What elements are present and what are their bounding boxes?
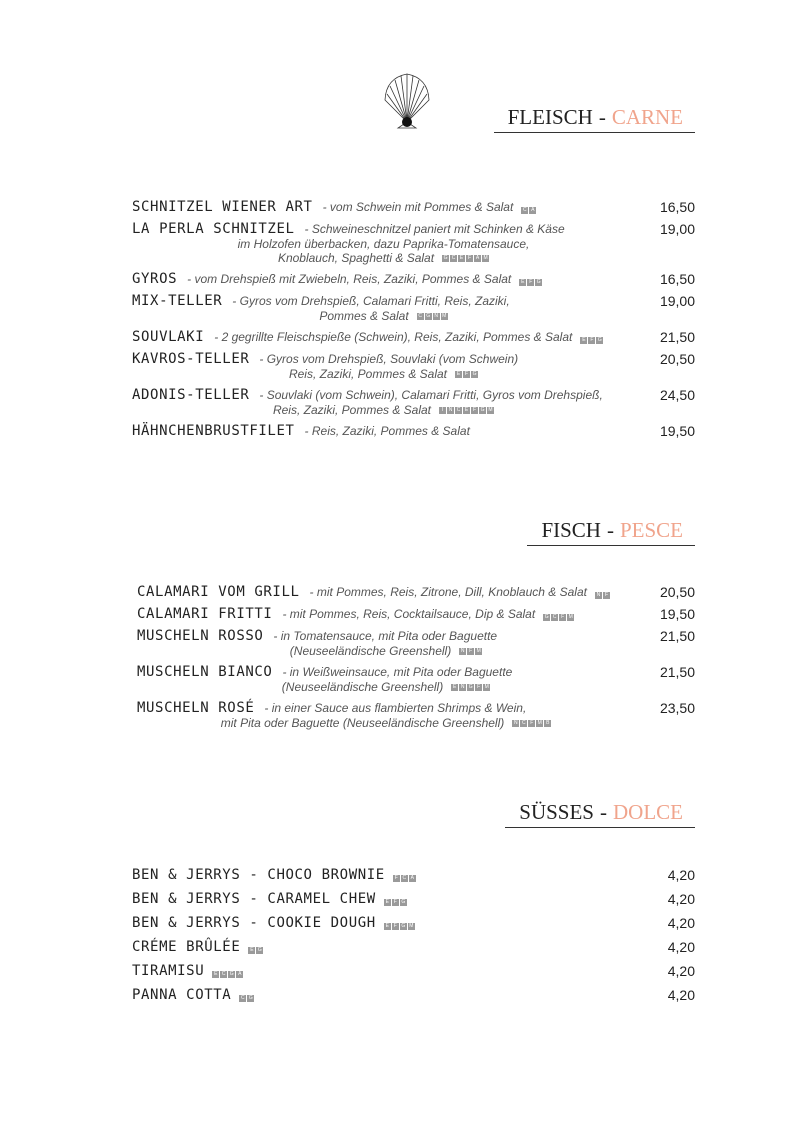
menu-item-row: [132, 867, 695, 883]
dolce-menu-list: [132, 867, 695, 1011]
allergen-code-badge: E: [385, 923, 389, 929]
dish-description-continued-2: Knoblauch, Spaghetti & Salat: [277, 251, 435, 265]
allergen-codes: [519, 279, 542, 286]
dish-description: - vom Schwein mit Pommes & Salat: [322, 200, 514, 214]
allergen-code-badge: C: [402, 875, 407, 881]
allergen-code-badge: C: [418, 313, 422, 320]
allergen-code-badge: N: [448, 407, 453, 414]
dish-name: MUSCHELN BIANCO: [137, 664, 273, 680]
dish-description-continued-text: Pommes & Salat: [319, 309, 409, 323]
dish-name: ADONIS-TELLER: [132, 387, 250, 403]
allergen-code-badge: F: [464, 371, 469, 378]
menu-item: [137, 606, 695, 622]
menu-item-row: [137, 628, 695, 644]
dish-name: CALAMARI VOM GRILL: [137, 584, 300, 600]
dish-description-continued: [137, 680, 695, 694]
dish-description: - vom Drehspieß mit Zwiebeln, Reis, Zaziki, Pommes & Salat: [187, 272, 512, 286]
dish-name: BEN & JERRYS - CHOCO BROWNIE: [132, 867, 385, 883]
title-de: SÜSSES: [519, 800, 594, 824]
allergen-code-badge: M: [442, 313, 447, 320]
allergen-code-badge: N: [596, 592, 601, 598]
allergen-code-badge: N: [513, 720, 518, 727]
menu-item-row: [137, 606, 695, 622]
dish-price: 24,50: [659, 387, 695, 403]
allergen-code-badge: F: [529, 279, 533, 285]
dish-description: - Gyros vom Drehspieß, Souvlaki (vom Schwein): [259, 352, 519, 366]
allergen-code-badge: F: [468, 255, 472, 262]
allergen-codes: [384, 899, 407, 906]
menu-item: [137, 628, 695, 658]
dish-price: 19,50: [659, 606, 695, 622]
allergen-codes: [512, 720, 551, 727]
allergen-code-badge: G: [401, 923, 406, 929]
allergen-code-badge: E: [250, 947, 254, 953]
title-it: PESCE: [619, 518, 683, 542]
dish-price: 19,00: [659, 221, 695, 237]
allergen-code-badge: E: [464, 407, 469, 414]
allergen-code-badge: F: [469, 648, 473, 655]
menu-item-row: [132, 351, 695, 367]
menu-item-row: [132, 423, 695, 439]
dish-description: - Schweineschnitzel paniert mit Schinken & Käse: [304, 222, 565, 236]
allergen-code-badge: G: [248, 995, 253, 1001]
dish-description-continued: im Holzofen überbacken, dazu Paprika-Tomatensauce,: [237, 237, 530, 251]
menu-item: [132, 351, 695, 381]
dish-price: 21,50: [659, 664, 695, 680]
menu-item-row: [132, 939, 695, 955]
allergen-code-badge: A: [410, 875, 414, 881]
title-separator: -: [606, 518, 614, 542]
allergen-code-badge: E: [521, 279, 525, 285]
allergen-code-badge: G: [480, 407, 485, 414]
dish-price: 20,50: [659, 351, 695, 367]
dish-description-continued: [137, 644, 695, 658]
menu-item: [132, 271, 695, 287]
allergen-code-badge: G: [544, 614, 549, 620]
allergen-code-badge: C: [552, 614, 557, 620]
dish-description-continued-text: mit Pita oder Baguette (Neuseeländische Greenshell): [220, 716, 505, 730]
allergen-code-badge: G: [401, 899, 406, 905]
menu-item: [132, 867, 695, 886]
menu-item-row: [132, 293, 695, 309]
menu-item-row: [132, 271, 695, 287]
allergen-code-badge: E: [453, 684, 457, 691]
menu-item: [137, 584, 695, 600]
dish-description-continued-text: Reis, Zaziki, Pommes & Salat: [272, 403, 432, 417]
dish-description-continued: [132, 403, 695, 417]
dish-price: 16,50: [659, 199, 695, 215]
allergen-code-badge: N: [460, 648, 465, 655]
dish-price: 4,20: [667, 867, 695, 883]
menu-item: [132, 329, 695, 345]
title-de: FLEISCH: [507, 105, 593, 129]
allergen-code-badge: M: [568, 614, 573, 620]
allergen-code-badge: F: [393, 923, 397, 929]
title-it: CARNE: [611, 105, 683, 129]
dish-name: TIRAMISU: [132, 963, 205, 979]
allergen-code-badge: G: [426, 313, 431, 320]
dish-description: - 2 gegrillte Fleischspieße (Schwein), Reis, Zaziki, Pommes & Salat: [214, 330, 573, 344]
title-separator: -: [598, 105, 606, 129]
section-title-fleisch: [494, 105, 695, 133]
dish-description-continued-text: (Neuseeländische Greenshell): [289, 644, 452, 658]
allergen-code-badge: E: [385, 899, 389, 905]
allergen-code-badge: A: [475, 255, 480, 262]
allergen-codes: [417, 313, 448, 320]
menu-item-row: [137, 584, 695, 600]
menu-item-row: [132, 915, 695, 931]
allergen-code-badge: M: [476, 648, 481, 655]
menu-item: [132, 987, 695, 1006]
dish-description-continued-line: [132, 251, 695, 265]
allergen-codes: [439, 407, 494, 414]
allergen-code-badge: G: [468, 684, 473, 691]
menu-item-row: [132, 963, 695, 979]
dish-price: 4,20: [667, 987, 695, 1003]
menu-item: [137, 700, 695, 730]
menu-item: [132, 221, 695, 265]
dish-name: SOUVLAKI: [132, 329, 205, 345]
allergen-codes: [595, 592, 610, 599]
dish-name: CRÉME BRÛLÉE: [132, 939, 241, 955]
allergen-code-badge: A: [531, 207, 535, 213]
dish-price: 4,20: [667, 939, 695, 955]
dish-name: CALAMARI FRITTI: [137, 606, 273, 622]
dish-description-continued: [132, 367, 695, 381]
menu-item-row: [132, 387, 695, 403]
dish-name: SCHNITZEL WIENER ART: [132, 199, 313, 215]
allergen-code-badge: C: [451, 255, 456, 262]
dish-description: - in einer Sauce aus flambierten Shrimps & Wein,: [264, 701, 527, 715]
dish-name: KAVROS-TELLER: [132, 351, 250, 367]
allergen-codes: [239, 995, 254, 1002]
allergen-codes: [580, 337, 603, 344]
dish-description: - Souvlaki (vom Schwein), Calamari Fritti, Gyros vom Drehspieß,: [259, 388, 603, 402]
allergen-code-badge: M: [484, 684, 489, 691]
allergen-code-badge: G: [536, 279, 541, 285]
dish-price: 4,20: [667, 915, 695, 931]
menu-item-row: [132, 329, 695, 345]
dish-price: 20,50: [659, 584, 695, 600]
dish-price: 21,50: [659, 329, 695, 345]
title-separator: -: [600, 800, 607, 824]
menu-item-row: [132, 221, 695, 237]
allergen-code-badge: N: [460, 684, 465, 691]
dish-price: 23,50: [659, 700, 695, 716]
allergen-code-badge: E: [459, 255, 464, 262]
dish-name: HÄHNCHENBRUSTFILET: [132, 423, 295, 439]
dish-price: 4,20: [667, 963, 695, 979]
dish-price: 4,20: [667, 891, 695, 907]
menu-item: [132, 915, 695, 934]
allergen-code-badge: C: [523, 207, 527, 213]
menu-item: [132, 199, 695, 215]
menu-item: [132, 423, 695, 439]
allergen-code-badge: F: [530, 720, 534, 727]
dish-name: LA PERLA SCHNITZEL: [132, 221, 295, 237]
dish-description-continued: [132, 309, 695, 323]
allergen-code-badge: F: [561, 614, 565, 620]
allergen-code-badge: E: [582, 337, 586, 343]
dish-description: - Reis, Zaziki, Pommes & Salat: [304, 424, 470, 438]
allergen-codes: [521, 207, 536, 214]
allergen-code-badge: B: [546, 720, 550, 727]
dish-description-continued-text: (Neuseeländische Greenshell): [281, 680, 444, 694]
fleisch-menu-list: [132, 199, 695, 445]
dish-price: 16,50: [659, 271, 695, 287]
allergen-codes: [455, 371, 478, 378]
dish-name: BEN & JERRYS - COOKIE DOUGH: [132, 915, 376, 931]
allergen-code-badge: M: [483, 255, 488, 262]
allergen-code-badge: E: [456, 371, 461, 378]
section-title-fisch: [527, 518, 695, 546]
allergen-code-badge: G: [472, 371, 477, 378]
allergen-codes: [459, 648, 482, 655]
fisch-menu-list: [137, 584, 695, 736]
allergen-codes: [248, 947, 263, 954]
allergen-code-badge: F: [393, 899, 397, 905]
allergen-codes: [543, 614, 574, 621]
dish-description: - mit Pommes, Reis, Zitrone, Dill, Knoblauch & Salat: [309, 585, 587, 599]
allergen-code-badge: M: [409, 923, 414, 929]
menu-item-row: [137, 664, 695, 680]
allergen-codes: [393, 875, 416, 882]
menu-item-row: [132, 987, 695, 1003]
dish-name: MIX-TELLER: [132, 293, 223, 309]
allergen-code-badge: C: [241, 995, 245, 1001]
menu-item: [132, 891, 695, 910]
dish-price: 19,50: [659, 423, 695, 439]
allergen-code-badge: A: [238, 971, 242, 977]
dish-price: 21,50: [659, 628, 695, 644]
menu-item-row: [137, 700, 695, 716]
dish-description: - Gyros vom Drehspieß, Calamari Fritti, Reis, Zaziki,: [232, 294, 510, 308]
dish-description-continued-text: Reis, Zaziki, Pommes & Salat: [288, 367, 448, 381]
allergen-code-badge: G: [257, 947, 262, 953]
dish-name: MUSCHELN ROSSO: [137, 628, 264, 644]
dish-description: - in Tomatensauce, mit Pita oder Baguette: [273, 629, 498, 643]
menu-item-row: [132, 891, 695, 907]
allergen-code-badge: C: [456, 407, 461, 414]
allergen-code-badge: F: [604, 592, 608, 598]
allergen-code-badge: G: [229, 971, 234, 977]
allergen-codes: [442, 255, 489, 262]
menu-item: [132, 387, 695, 417]
allergen-code-badge: F: [477, 684, 481, 691]
title-de: FISCH: [541, 518, 601, 542]
section-title-dolce: [505, 800, 695, 828]
shell-icon: [382, 70, 432, 130]
allergen-code-badge: I: [439, 407, 446, 414]
allergen-code-badge: E: [214, 971, 218, 977]
menu-item: [137, 664, 695, 694]
allergen-code-badge: F: [394, 875, 398, 881]
dish-name: BEN & JERRYS - CARAMEL CHEW: [132, 891, 376, 907]
menu-item: [132, 293, 695, 323]
menu-item: [132, 939, 695, 958]
allergen-codes: [451, 684, 490, 691]
menu-item-row: [132, 199, 695, 215]
allergen-code-badge: G: [443, 255, 448, 262]
dish-description: - in Weißweinsauce, mit Pita oder Baguette: [282, 665, 513, 679]
allergen-code-badge: C: [221, 971, 226, 977]
allergen-code-badge: G: [597, 337, 602, 343]
dish-name: PANNA COTTA: [132, 987, 232, 1003]
allergen-codes: [212, 971, 243, 978]
dish-name: GYROS: [132, 271, 178, 287]
dish-description: - mit Pommes, Reis, Cocktailsauce, Dip & Salat: [282, 607, 536, 621]
dish-price: 19,00: [659, 293, 695, 309]
allergen-code-badge: M: [537, 720, 542, 727]
dish-description-continued: [137, 716, 695, 730]
allergen-code-badge: C: [521, 720, 526, 727]
title-it: DOLCE: [613, 800, 683, 824]
allergen-code-badge: M: [488, 407, 493, 414]
allergen-code-badge: F: [472, 407, 477, 414]
allergen-code-badge: F: [590, 337, 594, 343]
allergen-codes: [384, 923, 415, 930]
allergen-code-badge: N: [434, 313, 438, 320]
menu-item: [132, 963, 695, 982]
dish-name: MUSCHELN ROSÉ: [137, 700, 255, 716]
